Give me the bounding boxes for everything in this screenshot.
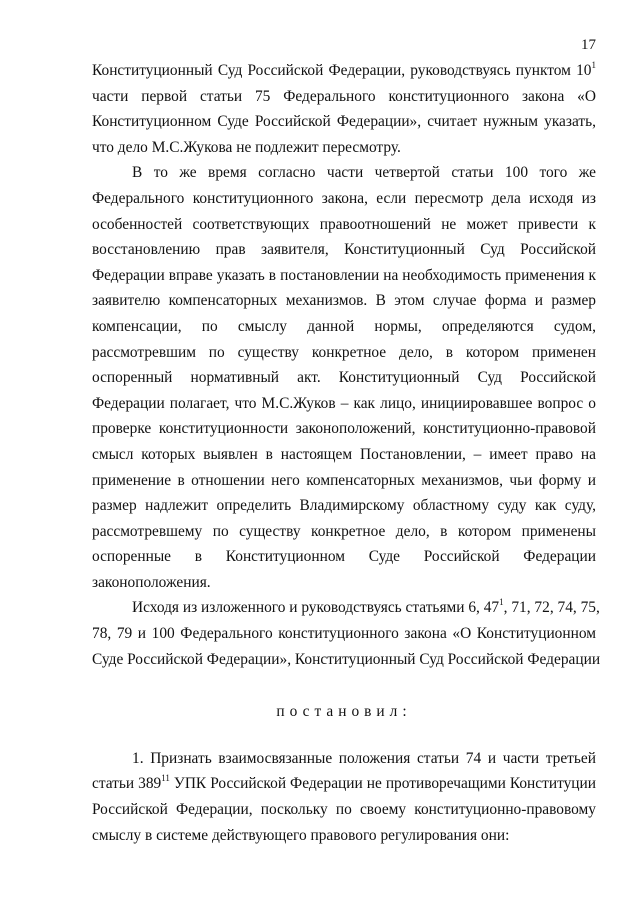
page-number: 17 xyxy=(581,37,596,53)
paragraph-2 xyxy=(92,160,596,595)
text-line: Конституционном Суде Российской Федерации», считает нужным указать, xyxy=(92,113,596,131)
superscript: 1 xyxy=(499,597,504,608)
superscript: 1 xyxy=(591,60,596,70)
text-line: рассмотревшим по существу конкретное дело, в котором применен xyxy=(92,343,596,361)
text-line: законоположения. xyxy=(92,573,211,591)
paragraph-3 xyxy=(92,595,601,672)
text-line: Федерации полагает, что М.С.Жуков – как лицо, инициировавшее вопрос о xyxy=(92,394,596,412)
text-line: заявителю компенсаторных механизмов. В этом случае форма и размер xyxy=(92,292,596,310)
text-line: оспоренные в Конституционном Суде Российской Федерации xyxy=(92,548,596,566)
text-line: Российской Федерации, поскольку по своему конституционно-правовому xyxy=(92,801,596,819)
document-body xyxy=(92,58,601,848)
text-line xyxy=(92,58,596,84)
text-line: В то же время согласно части четвертой статьи 100 того же xyxy=(132,164,596,182)
text-line xyxy=(92,771,596,797)
text-line: части первой статьи 75 Федерального конституционного закона «О xyxy=(92,87,596,105)
text-line: смыслу в системе действующего правового регулирования они: xyxy=(92,826,510,844)
text-line: оспоренный нормативный акт. Конституционный Суд Российской xyxy=(92,369,596,387)
text-line: Федерации вправе указать в постановлении на необходимость применения к xyxy=(92,266,596,284)
text-line: 78, 79 и 100 Федерального конституционного закона «О Конституционном xyxy=(92,625,596,643)
paragraph-1 xyxy=(92,58,596,160)
text-line xyxy=(92,595,600,621)
decree-heading: постановил: xyxy=(276,703,412,721)
text-line: проверке конституционности законоположений, конституционно-правовой xyxy=(92,420,596,438)
paragraph-4 xyxy=(92,746,596,848)
text-line-content: Конституционный Суд Российской Федерации, руководствуясь пунктом 10 xyxy=(92,62,592,79)
text-line: Суде Российской Федерации», Конституционный Суд Российской Федерации xyxy=(92,650,601,668)
text-line-content: статьи 389 xyxy=(92,775,162,793)
text-line: особенностей соответствующих правоотношений не может привести к xyxy=(92,215,596,233)
text-line: размер надлежит определить Владимирскому областному суду как суду, xyxy=(92,497,596,515)
text-line: рассмотревшему по существу конкретное дело, в котором применены xyxy=(92,522,596,540)
text-line: применение в отношении него компенсаторных механизмов, чьи форму и xyxy=(92,471,596,489)
text-line: восстановлению прав заявителя, Конституционный Суд Российской xyxy=(92,241,596,259)
text-line: Федерального конституционного закона, если пересмотр дела исходя из xyxy=(92,189,596,207)
text-line: что дело М.С.Жукова не подлежит пересмотру. xyxy=(92,138,401,156)
text-line: 1. Признать взаимосвязанные положения статьи 74 и части третьей xyxy=(132,749,596,767)
text-line-content: , 71, 72, 74, 75, xyxy=(503,599,600,617)
text-line-content: Исходя из изложенного и руководствуясь статьями 6, 47 xyxy=(132,599,500,617)
superscript: 11 xyxy=(161,773,170,784)
text-line-content: УПК Российской Федерации не противоречащими Конституции xyxy=(169,775,596,793)
text-line: смысл которых выявлен в настоящем Постановлении, – имеет право на xyxy=(92,445,596,463)
text-line: компенсации, по смыслу данной нормы, определяются судом, xyxy=(92,317,596,335)
